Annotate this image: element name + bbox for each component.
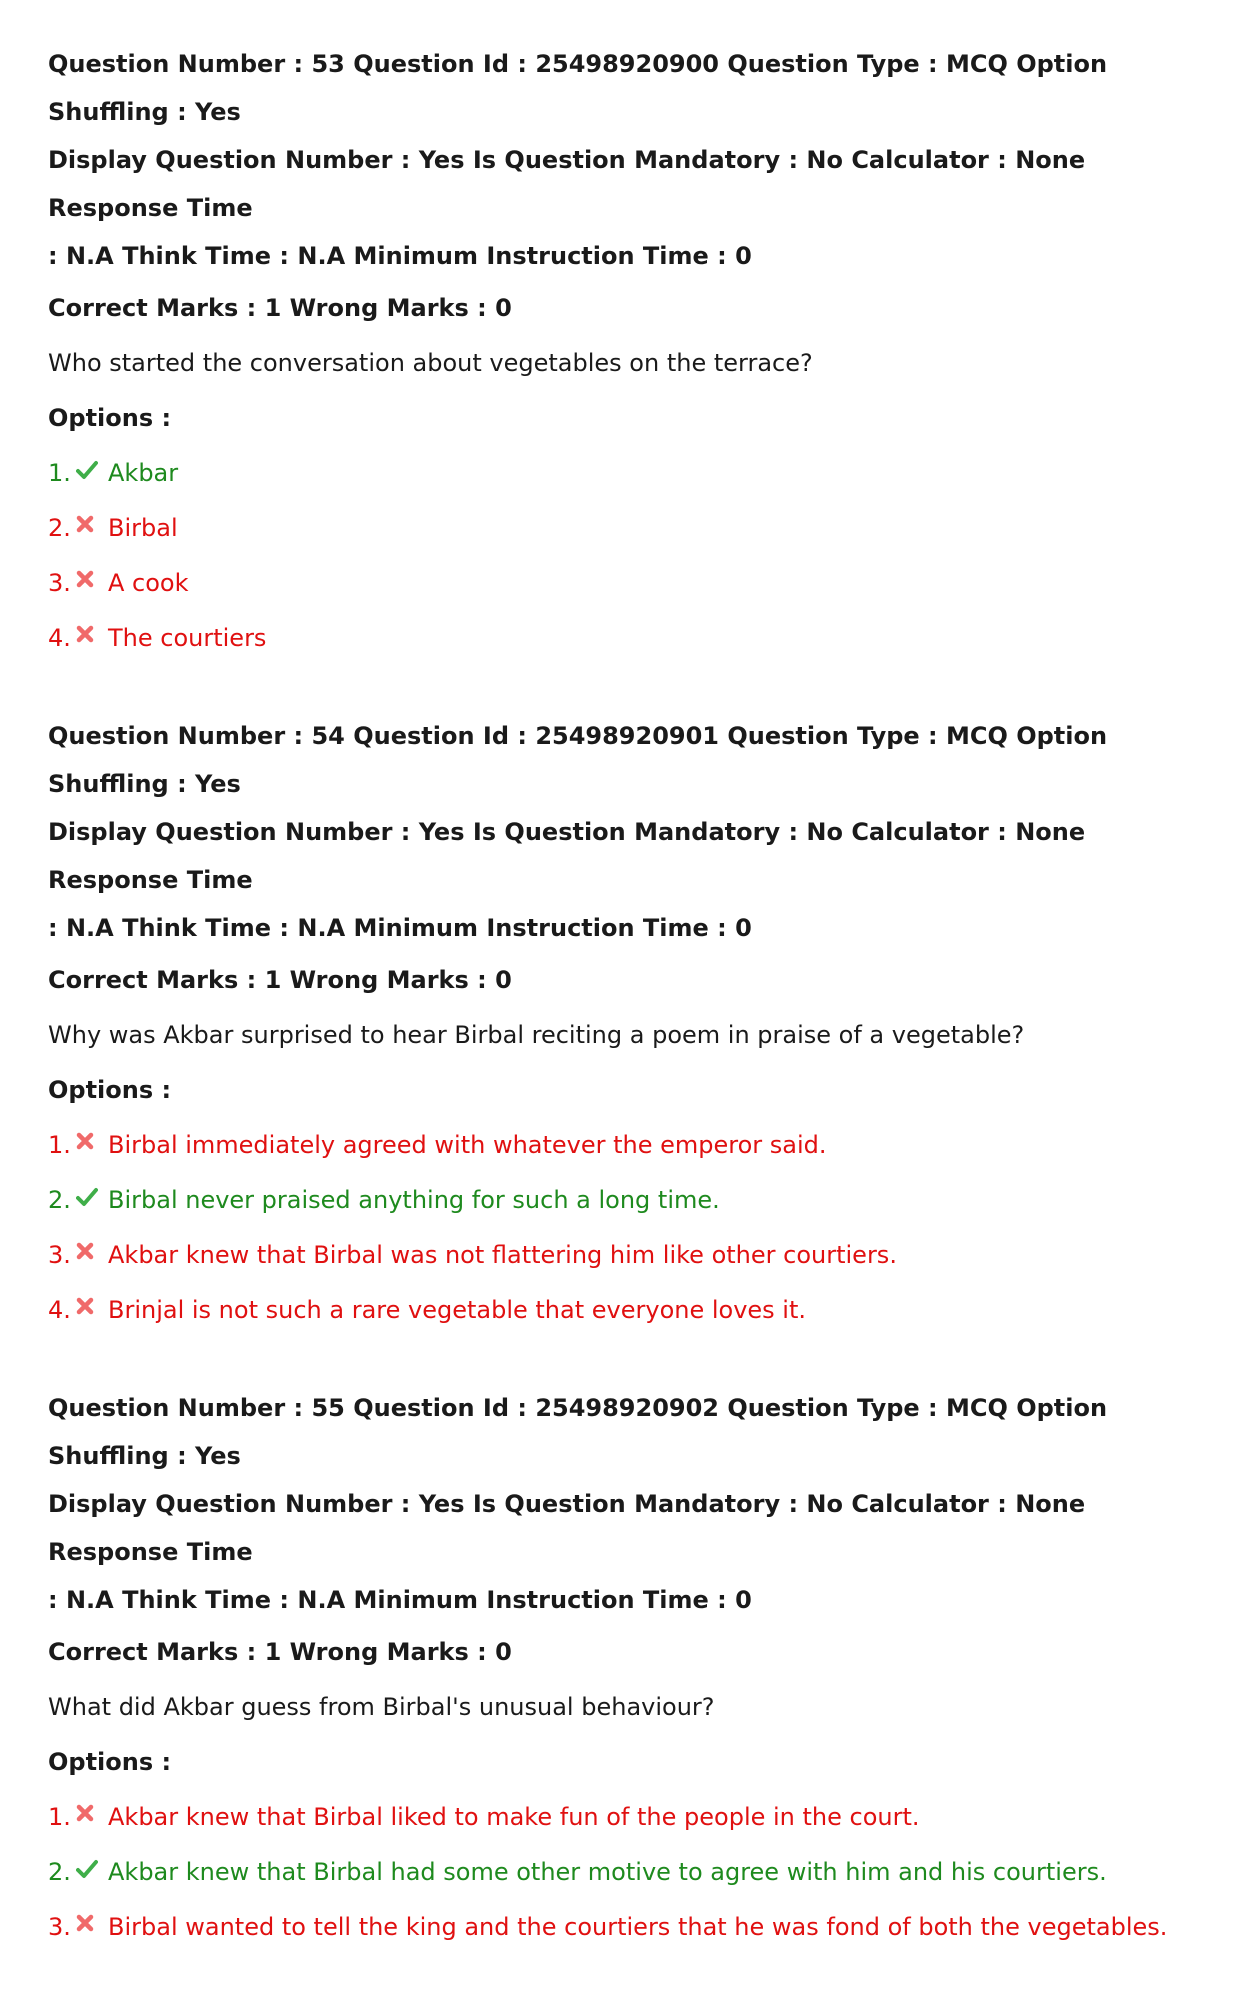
option-text: A cook — [108, 569, 189, 597]
question-meta-line: : N.A Think Time : N.A Minimum Instruction Time : 0 — [48, 242, 752, 270]
option-number: 3. — [48, 1241, 71, 1269]
option-text: Akbar — [108, 459, 179, 487]
question-marks: Correct Marks : 1 Wrong Marks : 0 — [48, 966, 512, 994]
option-number: 2. — [48, 1186, 71, 1214]
check-icon — [76, 1856, 108, 1888]
question-meta-line: : N.A Think Time : N.A Minimum Instruction Time : 0 — [48, 1586, 752, 1614]
cross-icon — [76, 1294, 108, 1326]
cross-icon — [76, 622, 108, 654]
question-text: Who started the conversation about vegetables on the terrace? — [48, 349, 813, 377]
question-text: Why was Akbar surprised to hear Birbal reciting a poem in praise of a vegetable? — [48, 1021, 1025, 1049]
question-block — [48, 1384, 1208, 1943]
cross-icon — [76, 512, 108, 544]
question-meta-line: Question Number : 53 Question Id : 25498920900 Question Type : MCQ Option Shuffling : Yes — [48, 50, 1108, 126]
option-item — [48, 622, 1208, 654]
option-text: Akbar knew that Birbal had some other motive to agree with him and his courtiers. — [108, 1858, 1107, 1886]
option-number: 3. — [48, 1913, 71, 1941]
question-block — [48, 40, 1208, 654]
question-meta-line: : N.A Think Time : N.A Minimum Instruction Time : 0 — [48, 914, 752, 942]
question-paper — [48, 40, 1208, 2001]
cross-icon — [76, 1801, 108, 1833]
question-marks: Correct Marks : 1 Wrong Marks : 0 — [48, 294, 512, 322]
option-item — [48, 1856, 1208, 1888]
question-text: What did Akbar guess from Birbal's unusual behaviour? — [48, 1693, 715, 1721]
option-number: 4. — [48, 624, 71, 652]
question-meta-line: Display Question Number : Yes Is Question Mandatory : No Calculator : None Response Time — [48, 818, 1086, 894]
options-label: Options : — [48, 1076, 172, 1104]
question-meta-line: Display Question Number : Yes Is Question Mandatory : No Calculator : None Response Time — [48, 1490, 1086, 1566]
question-meta-line: Display Question Number : Yes Is Question Mandatory : No Calculator : None Response Time — [48, 146, 1086, 222]
question-block — [48, 712, 1208, 1326]
options-label: Options : — [48, 1748, 172, 1776]
option-number: 3. — [48, 569, 71, 597]
cross-icon — [76, 1129, 108, 1161]
option-text: The courtiers — [108, 624, 267, 652]
option-text: Brinjal is not such a rare vegetable that everyone loves it. — [108, 1296, 807, 1324]
option-text: Birbal wanted to tell the king and the courtiers that he was fond of both the vegetables. — [108, 1913, 1168, 1941]
option-number: 1. — [48, 459, 71, 487]
option-item — [48, 1239, 1208, 1271]
question-meta-line: Question Number : 54 Question Id : 25498920901 Question Type : MCQ Option Shuffling : Yes — [48, 722, 1108, 798]
question-meta-line: Question Number : 55 Question Id : 25498920902 Question Type : MCQ Option Shuffling : Yes — [48, 1394, 1108, 1470]
cross-icon — [76, 1911, 108, 1943]
option-item — [48, 567, 1208, 599]
cross-icon — [76, 567, 108, 599]
option-number: 1. — [48, 1803, 71, 1831]
option-item — [48, 512, 1208, 544]
option-text: Birbal — [108, 514, 178, 542]
option-item — [48, 1184, 1208, 1216]
option-item — [48, 1294, 1208, 1326]
option-text: Akbar knew that Birbal liked to make fun of the people in the court. — [108, 1803, 920, 1831]
option-item — [48, 1129, 1208, 1161]
option-item — [48, 457, 1208, 489]
check-icon — [76, 1184, 108, 1216]
check-icon — [76, 457, 108, 489]
option-text: Birbal immediately agreed with whatever the emperor said. — [108, 1131, 827, 1159]
option-number: 4. — [48, 1296, 71, 1324]
option-text: Akbar knew that Birbal was not flattering him like other courtiers. — [108, 1241, 897, 1269]
cross-icon — [76, 1239, 108, 1271]
option-number: 1. — [48, 1131, 71, 1159]
option-number: 2. — [48, 1858, 71, 1886]
option-item — [48, 1911, 1208, 1943]
option-item — [48, 1801, 1208, 1833]
option-text: Birbal never praised anything for such a long time. — [108, 1186, 720, 1214]
options-label: Options : — [48, 404, 172, 432]
option-number: 2. — [48, 514, 71, 542]
question-marks: Correct Marks : 1 Wrong Marks : 0 — [48, 1638, 512, 1666]
